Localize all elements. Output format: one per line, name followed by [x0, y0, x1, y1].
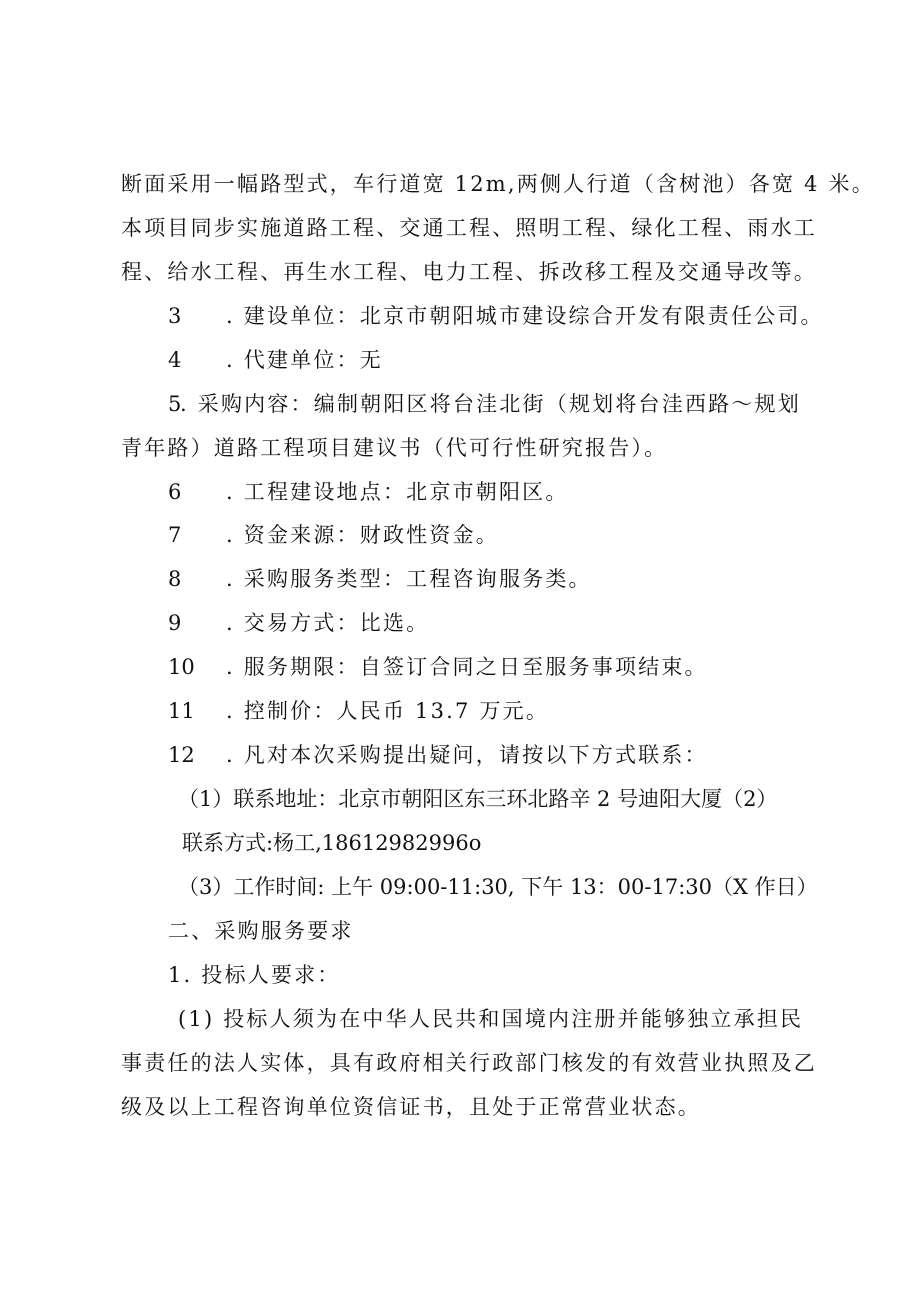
item-text-4: . 代建单位：无: [226, 348, 383, 372]
item-number-12: 12: [168, 743, 195, 767]
intro-line-3: 程、给水工程、再生水工程、电力工程、拆改移工程及交通导改等。: [121, 260, 817, 284]
item-text-9: . 交易方式：比选。: [226, 611, 430, 635]
requirement-line-3: 级及以上工程咨询单位资信证书，且处于正常营业状态。: [121, 1095, 701, 1119]
item-number-4: 4: [168, 348, 182, 372]
item-number-7: 7: [168, 523, 182, 547]
item-number-10: 10: [168, 655, 195, 679]
item-number-11: 11: [168, 699, 195, 723]
contact-address: （1）联系地址：北京市朝阳区东三环北路辛 2 号迪阳大厦（2）: [178, 787, 778, 811]
item-number-8: 8: [168, 567, 182, 591]
item-text-5: . 采购内容：编制朝阳区将台洼北街（规划将台洼西路～规划: [180, 392, 801, 416]
item-number-9: 9: [168, 611, 182, 635]
section-heading: 二、采购服务要求: [168, 919, 354, 943]
intro-line-2: 本项目同步实施道路工程、交通工程、照明工程、绿化工程、雨水工: [121, 216, 817, 240]
item-number-6: 6: [168, 480, 182, 504]
item-text-3: . 建设单位：北京市朝阳城市建设综合开发有限责任公司。: [226, 304, 824, 328]
item-text-8: . 采购服务类型：工程咨询服务类。: [226, 567, 592, 591]
contact-phone: 联系方式:杨工,18612982996o: [182, 831, 482, 855]
item-text-5-continued: 青年路）道路工程项目建议书（代可行性研究报告）。: [121, 436, 668, 460]
item-text-6: . 工程建设地点：北京市朝阳区。: [226, 480, 569, 504]
subsection-heading: 1. 投标人要求：: [168, 963, 341, 987]
requirement-line-2: 事责任的法人实体，具有政府相关行政部门核发的有效营业执照及乙: [121, 1051, 817, 1075]
item-text-12: . 凡对本次采购提出疑问，请按以下方式联系：: [226, 743, 708, 767]
contact-hours: （3）工作时间: 上午 09:00-11:30, 下午 13：00-17:30（X 作日）: [178, 875, 818, 899]
intro-line-1: 断面采用一幅路型式，车行道宽 12m,两侧人行道（含树池）各宽 4 米。: [121, 172, 875, 196]
item-number-5: 5: [168, 392, 182, 416]
item-number-3: 3: [168, 304, 182, 328]
requirement-line-1: (1) 投标人须为在中华人民共和国境内注册并能够独立承担民: [178, 1007, 804, 1031]
item-text-7: . 资金来源：财政性资金。: [226, 523, 499, 547]
item-text-10: . 服务期限：自签订合同之日至服务事项结束。: [226, 655, 708, 679]
item-text-11: . 控制价：人民币 13.7 万元。: [226, 699, 550, 723]
